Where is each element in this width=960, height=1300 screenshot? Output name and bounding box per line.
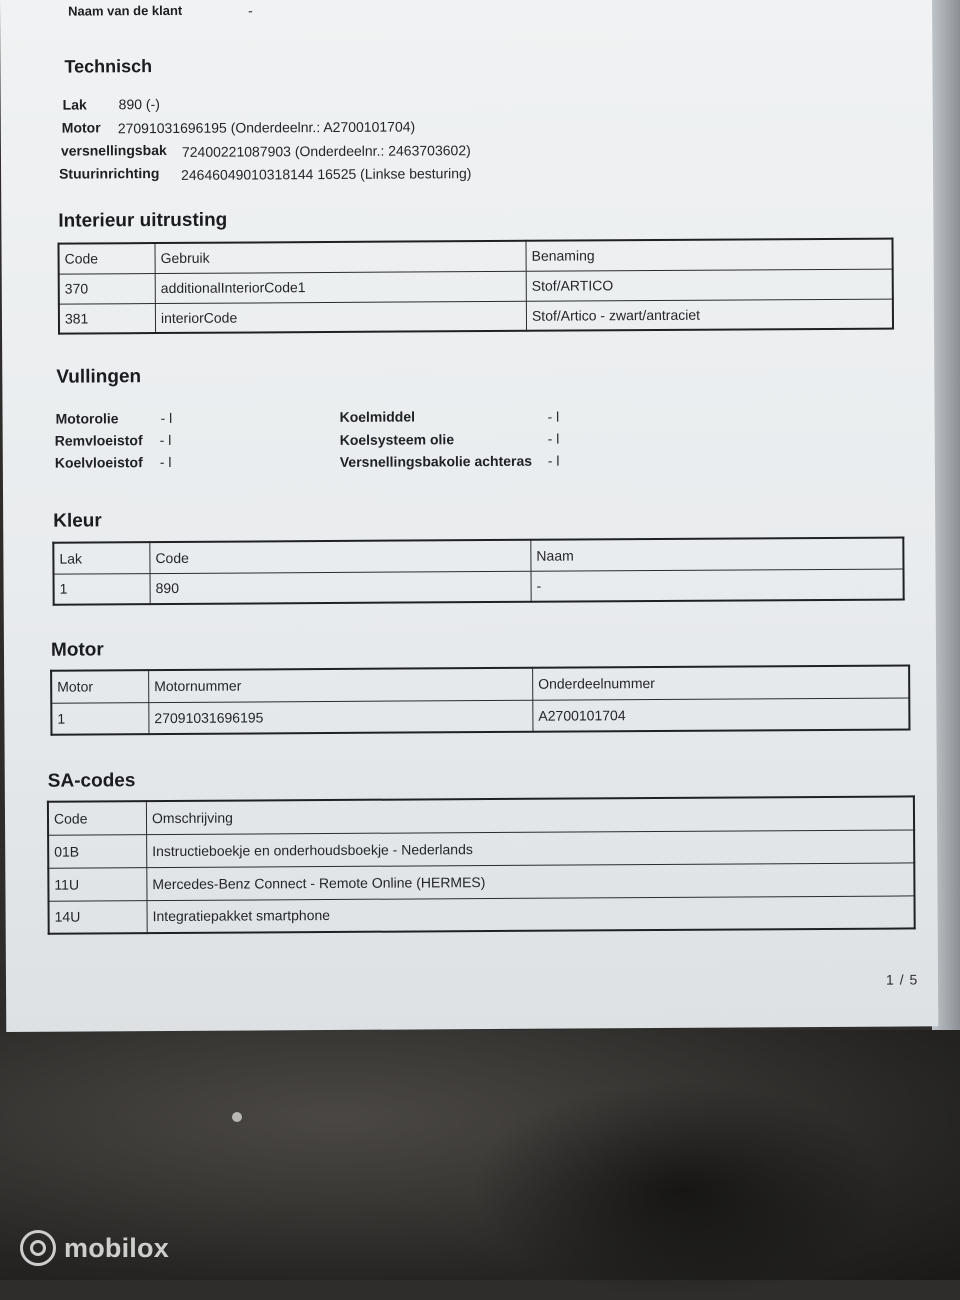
header-cell: Onderdeelnummer <box>533 665 910 699</box>
section-title-motor: Motor <box>50 639 104 661</box>
vullingen-value-koelvloeistof: - l <box>159 453 172 471</box>
table-cell: - <box>531 568 904 601</box>
table-header-row <box>51 665 909 702</box>
table-cell: 890 <box>150 571 531 604</box>
header-cell: Code <box>58 243 155 274</box>
customer-value: - <box>248 2 253 19</box>
vullingen-value-koelmiddel: - l <box>547 408 560 425</box>
vullingen-label-koelsysteem-olie: Koelsysteem olie <box>339 431 455 448</box>
table-row <box>51 697 909 734</box>
header-cell: Motornummer <box>149 668 533 702</box>
section-title-interieur: Interieur uitrusting <box>58 209 228 232</box>
watermark-text: mobilox <box>64 1232 169 1263</box>
table-row <box>59 299 893 334</box>
page-number: 1 / 5 <box>885 971 919 988</box>
table-cell: Mercedes-Benz Connect - Remote Online (HERMES) <box>147 862 915 900</box>
table-row <box>49 895 915 933</box>
vullingen-value-koelsysteem-olie: - l <box>547 430 560 447</box>
technisch-value-motor: 27091031696195 (Onderdeelnr.: A2700101704) <box>117 118 416 137</box>
vullingen-label-versnellingsbakolie: Versnellingsbakolie achteras <box>339 452 533 470</box>
technisch-value-lak: 890 (-) <box>118 96 160 113</box>
table-cell: 1 <box>54 573 151 605</box>
technisch-label-versnellingsbak: versnellingsbak <box>60 141 167 159</box>
motor-table <box>50 664 910 735</box>
header-cell: Code <box>48 801 147 835</box>
header-cell: Benaming <box>526 239 893 271</box>
technisch-label-motor: Motor <box>61 119 101 136</box>
mobilox-logo-icon <box>20 1230 56 1266</box>
technisch-label-stuurinrichting: Stuurinrichting <box>59 165 160 182</box>
table-header-row <box>48 796 914 834</box>
table-cell: 27091031696195 <box>149 700 533 734</box>
header-cell: Motor <box>51 670 149 703</box>
section-title-sacodes: SA-codes <box>47 770 136 792</box>
vullingen-label-koelvloeistof: Koelvloeistof <box>54 454 143 471</box>
vullingen-value-motorolie: - l <box>160 409 173 427</box>
section-title-kleur: Kleur <box>53 510 102 532</box>
header-cell: Lak <box>53 542 150 574</box>
vullingen-value-remvloeistof: - l <box>159 431 172 449</box>
table-cell: additionalInteriorCode1 <box>155 271 526 303</box>
technisch-label-lak: Lak <box>62 96 87 113</box>
table-cell: Stof/ARTICO <box>526 269 893 301</box>
vullingen-label-remvloeistof: Remvloeistof <box>54 432 143 449</box>
table-cell: 1 <box>51 702 149 735</box>
technisch-value-versnellingsbak: 72400221087903 (Onderdeelnr.: 2463703602) <box>181 142 471 160</box>
vullingen-label-koelmiddel: Koelmiddel <box>339 408 416 425</box>
vullingen-label-motorolie: Motorolie <box>55 410 119 427</box>
table-cell: Integratiepakket smartphone <box>147 895 915 933</box>
header-cell: Code <box>150 540 531 573</box>
section-title-vullingen: Vullingen <box>56 366 142 388</box>
shadow <box>470 1080 890 1300</box>
vullingen-value-versnellingsbakolie: - l <box>547 452 560 469</box>
table-header-row <box>53 537 903 573</box>
sacodes-table <box>47 795 916 934</box>
table-row <box>48 829 914 867</box>
table-row <box>54 568 904 604</box>
table-cell: Instructieboekje en onderhoudsboekje - Nederlands <box>147 829 915 867</box>
customer-label: Naam van de klant <box>68 2 183 19</box>
table-cell: 14U <box>49 900 148 934</box>
kleur-table <box>52 536 904 605</box>
header-cell: Gebruik <box>155 241 526 273</box>
interieur-table <box>57 238 894 335</box>
table-cell: A2700101704 <box>533 697 910 731</box>
watermark <box>20 1230 169 1266</box>
surface-dot <box>232 1112 242 1122</box>
table-row <box>48 862 914 900</box>
table-cell: 370 <box>59 273 156 304</box>
table-cell: 01B <box>48 834 147 868</box>
table-cell: Stof/Artico - zwart/antraciet <box>526 299 893 331</box>
table-cell: 381 <box>59 303 156 334</box>
table-cell: interiorCode <box>155 301 526 333</box>
section-title-technisch: Technisch <box>64 56 153 77</box>
table-cell: 11U <box>48 867 147 901</box>
header-cell: Omschrijving <box>146 796 914 834</box>
technisch-value-stuurinrichting: 24646049010318144 16525 (Linkse besturing) <box>181 165 472 183</box>
header-cell: Naam <box>531 537 904 570</box>
